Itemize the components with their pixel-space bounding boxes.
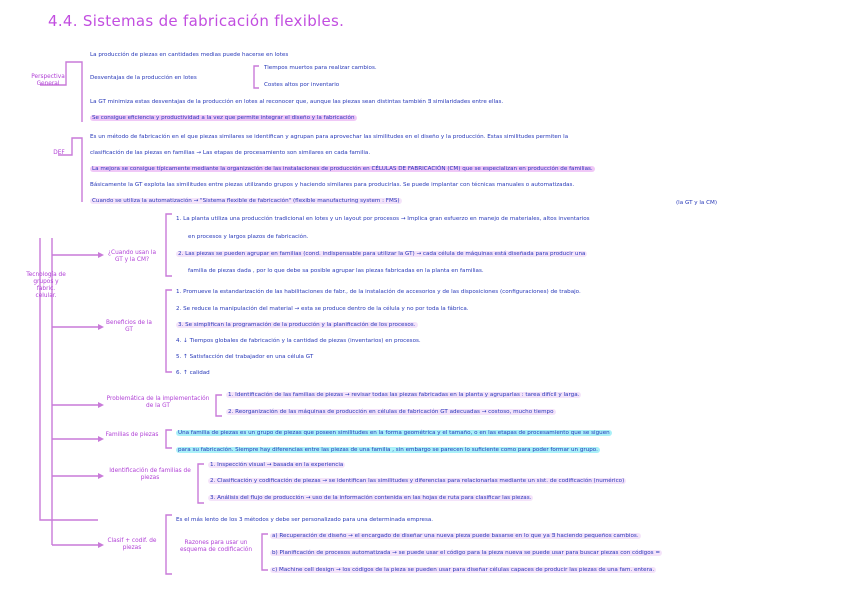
bracket-identificacion xyxy=(198,464,204,503)
def-line-2: clasificación de las piezas en familias → Las etapas de procesamiento son similares en cada familia. xyxy=(90,150,371,156)
perspectiva-line-4: Costes altos por inventario xyxy=(264,82,340,88)
label-def: DEF xyxy=(53,150,65,156)
bracket-familias xyxy=(166,430,172,448)
identificacion-1: 1. Inspección visual → basada en la experiencia xyxy=(210,462,344,468)
bracket-clasif xyxy=(166,515,172,574)
familias-line-1: Una familia de piezas es un grupo de piezas que poseen similitudes en la forma geométrica y el tamaño, o en las etapas de procesamiento que se siguen xyxy=(178,430,610,436)
bracket-def xyxy=(58,138,82,202)
cuando-line-4: familia de piezas dada , por lo que debe sa posible agrupar las piezas fabricadas en la planta en familias. xyxy=(188,268,484,274)
label-clasif: Clasif + codif. de piezas xyxy=(107,538,157,551)
beneficio-6: 6. ↑ calidad xyxy=(176,370,210,376)
cuando-line-3: 2. Las piezas se pueden agrupar en familias (cond. indispensable para utilizar la GT) → cada célula de máquinas está diseñada para producir una xyxy=(178,251,586,257)
cuando-line-1: 1. La planta utiliza una producción tradicional en lotes y un layout por procesos → Implica gran esfuerzo en manejo de materiales, altos inventarios xyxy=(176,216,590,222)
def-line-1: Es un método de fabricación en el que piezas similares se identifican y agrupan para aprovechar las similitudes en el diseño y la producción. Estas similitudes permiten la xyxy=(90,134,569,140)
problematica-1: 1. Identificación de las familias de piezas → revisar todas las piezas fabricadas en la planta y agruparlas : tarea difícil y larga. xyxy=(228,392,580,398)
bracket-perspectiva xyxy=(40,62,82,122)
label-problematica: Problemática de la implementación de la GT xyxy=(106,396,210,409)
identificacion-3: 3. Análisis del flujo de producción → uso de la información contenida en las hojas de ruta para clasificar las piezas. xyxy=(210,495,532,501)
label-beneficios: Beneficios de la GT xyxy=(106,320,152,333)
beneficio-2: 2. Se reduce la manipulación del material → esta se produce dentro de la célula y no por toda la fábrica. xyxy=(176,306,469,312)
problematica-2: 2. Reorganización de las máquinas de producción en células de fabricación GT adecuadas → costoso, mucho tiempo xyxy=(228,409,554,415)
label-identificacion: Identificación de familias de piezas xyxy=(109,468,191,481)
clasif-line-4: c) Machine cell design → los códigos de la pieza se pueden usar para diseñar células capaces de producir las piezas de una fam. entera. xyxy=(272,567,655,573)
def-line-3: La mejora se consigue típicamente mediante la organización de las instalaciones de producción en CÉLULAS DE FABRICACIÓN (CM) que se especializan en producción de familias. xyxy=(92,166,593,172)
cuando-line-2: en procesos y largos plazos de fabricación. xyxy=(188,234,309,240)
def-line-4: Básicamente la GT explota las similitudes entre piezas utilizando grupos y haciendo similares para producirlas. Se puede implantar con técnicas manuales o automatizadas. xyxy=(90,182,575,188)
clasif-line-3: b) Planificación de procesos automatizada → se puede usar el código para la pieza nueva se puede usar para buscar piezas con códigos = xyxy=(272,550,661,556)
label-cuando: ¿Cuando usan la GT y la CM? xyxy=(107,250,157,263)
perspectiva-line-6: Se consigue eficiencia y productividad a la vez que permite integrar el diseño y la fabricación xyxy=(92,115,355,121)
identificacion-2: 2. Clasificación y codificación de piezas → se identifican las similitudes y diferencias para relacionarlas mediante un sist. de codificación (numérico) xyxy=(210,478,625,484)
bracket-cuando xyxy=(166,214,172,276)
clasif-line-1: Es el más lento de los 3 métodos y debe ser personalizado para una determinada empresa. xyxy=(176,517,434,523)
beneficio-1: 1. Promueve la estandarización de las habilitaciones de fabr., de la instalación de accesorios y de las disposiciones (configuraciones) de trabajo. xyxy=(176,289,581,295)
label-familias: Familias de piezas xyxy=(105,432,159,438)
familias-line-2: para su fabricación. Siempre hay diferencias entre las piezas de una familia , sin embargo se parecen lo suficiente como para poder formar un grupo. xyxy=(178,447,598,453)
perspectiva-line-3: Tiempos muertos para realizar cambios. xyxy=(264,65,377,71)
perspectiva-line-2: Desventajas de la producción en lotes xyxy=(90,75,197,81)
perspectiva-line-1: La producción de piezas en cantidades medias puede hacerse en lotes xyxy=(90,52,289,58)
label-razones: Razones para usar un esquema de codificación xyxy=(179,540,253,553)
bracket-beneficios xyxy=(166,290,172,372)
def-line-6: (la GT y la CM) xyxy=(676,200,718,206)
label-perspectiva: Perspectiva General xyxy=(31,74,65,87)
label-tecnologia: Tecnología de grupos y fabric. celular. xyxy=(26,272,66,299)
beneficio-5: 5. ↑ Satisfacción del trabajador en una célula GT xyxy=(176,354,314,360)
beneficio-3: 3. Se simplifican la programación de la producción y la planificación de los procesos. xyxy=(178,322,416,328)
perspectiva-line-5: La GT minimiza estas desventajas de la producción en lotes al reconocer que, aunque las piezas sean distintas también ∃ similaridades entre ellas. xyxy=(90,99,504,105)
def-line-5: Cuando se utiliza la automatización → "Sistema flexible de fabricación" (flexible manufacturing system : FMS) xyxy=(92,198,400,204)
bracket-problematica xyxy=(216,395,222,416)
clasif-line-2: a) Recuperación de diseño → el encargado de diseñar una nueva pieza puede basarse en lo que ya ∃ haciendo pequeños cambios. xyxy=(272,533,639,539)
beneficio-4: 4. ↓ Tiempos globales de fabricación y la cantidad de piezas (inventarios) en procesos. xyxy=(176,338,421,344)
page-title: 4.4. Sistemas de fabricación flexibles. xyxy=(48,12,345,30)
bracket-desventajas xyxy=(254,66,259,88)
bracket-razones xyxy=(262,534,268,570)
